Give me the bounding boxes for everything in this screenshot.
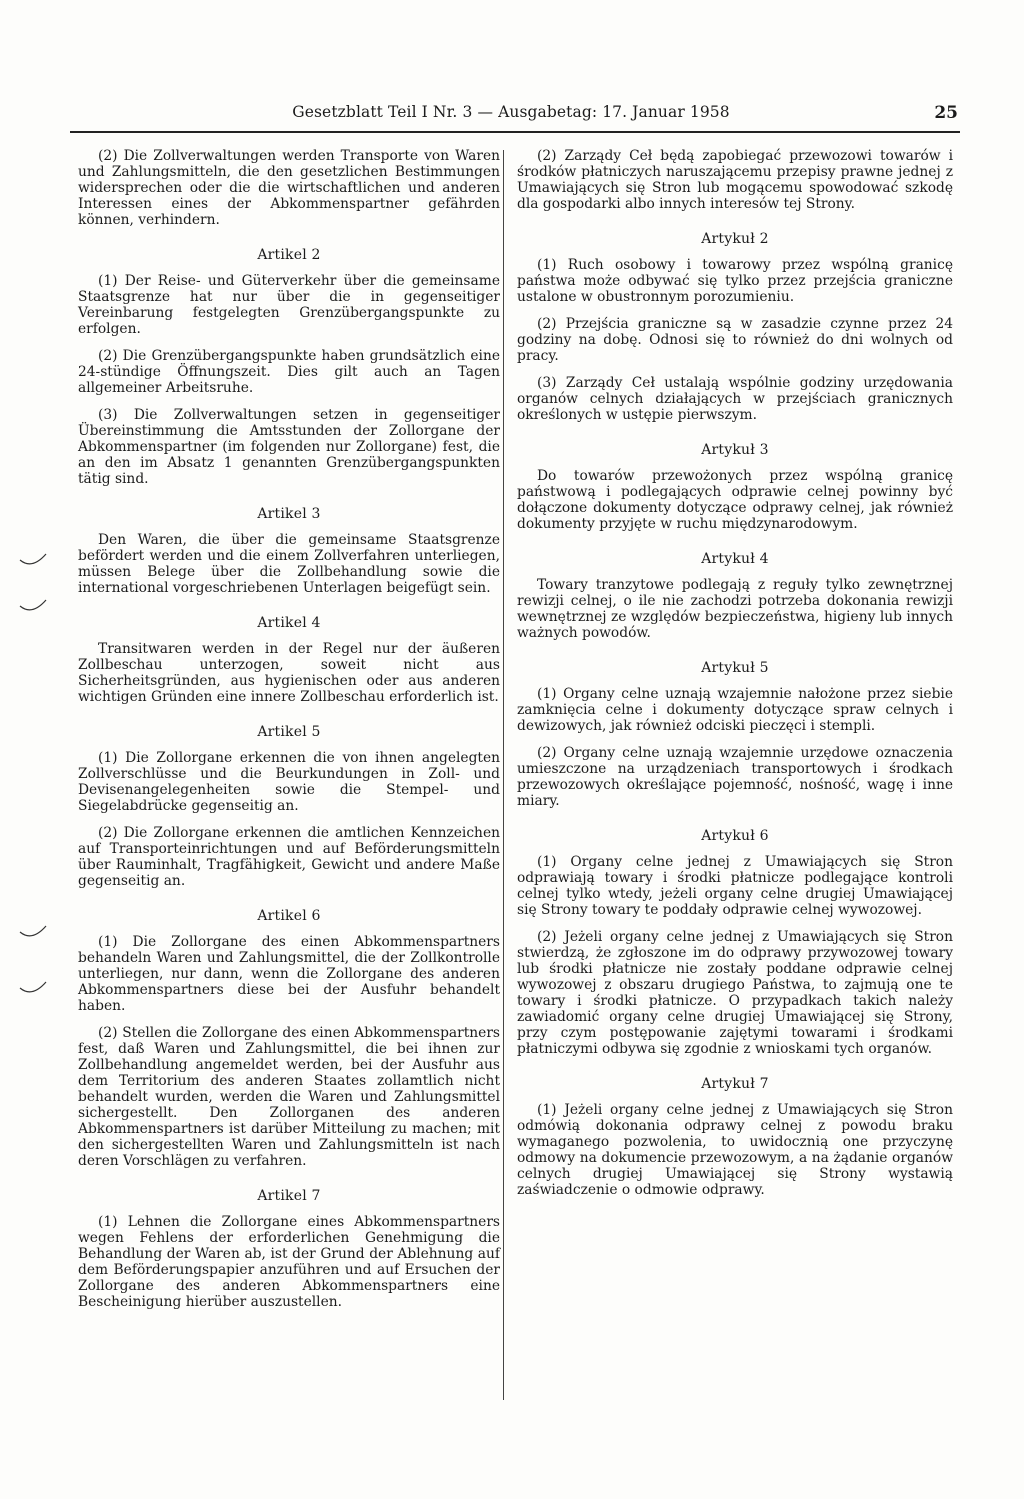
margin-mark bbox=[20, 926, 46, 936]
paragraph: (2) Organy celne uznają wzajemnie urzędowe oznaczenia umieszczone na urządzeniach transportowych i środkach przewozowych określające pojemność, nośność, wagę i inne miary. bbox=[517, 745, 953, 809]
margin-mark bbox=[20, 554, 46, 564]
header-rule bbox=[70, 131, 960, 133]
paragraph: (1) Jeżeli organy celne jednej z Umawiających się Stron odmówią dokonania odprawy celnej z powodu braku wymaganego pozwolenia, to uwidocznią one przyczynę odmowy na dokumencie przewozowym, a na żądanie organów celnych drugiej Umawiającej się Strony wystawią zaświadczenie o odmowie odprawy. bbox=[517, 1102, 953, 1198]
paragraph: (3) Die Zollverwaltungen setzen in gegenseitiger Übereinstimmung die Amtsstunden der Zollorgane der Abkommenspartner (im folgenden nur Zollorgane) fest, die an den im Absatz 1 genannten Grenzübergangspunkten tätig sind. bbox=[78, 407, 500, 487]
paragraph: (1) Die Zollorgane erkennen die von ihnen angelegten Zollverschlüsse und die Beurkundungen in Zoll- und Devisenangelegenheiten sowie die Stempel- und Siegelabdrücke gegenseitig an. bbox=[78, 750, 500, 814]
paragraph: Do towarów przewożonych przez wspólną granicę państwową i podlegających odprawie celnej powinny być dołączone dokumenty dotyczące odprawy celnej, jak również dokumenty przyjęte w ruchu międzynarodowym. bbox=[517, 468, 953, 532]
paragraph: (1) Ruch osobowy i towarowy przez wspólną granicę państwa może odbywać się tylko przez przejścia graniczne ustalone w obustronnym porozumieniu. bbox=[517, 257, 953, 305]
paragraph: (1) Die Zollorgane des einen Abkommenspartners behandeln Waren und Zahlungsmittel, die der Zollkontrolle unterliegen, nur dann, wenn die Zollorgane des anderen Abkommenspartners diese bei der Ausfuhr behandelt haben. bbox=[78, 934, 500, 1014]
paragraph: (1) Der Reise- und Güterverkehr über die gemeinsame Staatsgrenze hat nur über die in gegenseitiger Vereinbarung festgelegten Grenzübergangspunkte zu erfolgen. bbox=[78, 273, 500, 337]
page-header bbox=[70, 103, 958, 127]
paragraph: (2) Jeżeli organy celne jednej z Umawiających się Stron stwierdzą, że zgłoszone im do odprawy przywozowej towary lub środki płatnicze nie zostały poddane odprawie celnej wywozowej z obszaru drugiego Państwa, to zajmują one te towary i środki płatnicze. O przypadkach takich należy zawiadomić organy celne drugiej Umawiającej się Strony, przy czym postępowanie zajętymi towarami i środkami płatniczymi odbywa się zgodnie z wnioskami tych organów. bbox=[517, 929, 953, 1057]
paragraph: (2) Zarządy Ceł będą zapobiegać przewozowi towarów i środków płatniczych naruszającemu przepisy prawne jednej z Umawiających się Stron lub mogącemu spowodować szkodę dla gospodarki albo innych interesów tej Strony. bbox=[517, 148, 953, 212]
german-column bbox=[78, 148, 500, 1321]
paragraph: (2) Die Zollverwaltungen werden Transporte von Waren und Zahlungsmitteln, die den gesetzlichen Bestimmungen widersprechen oder die die wirtschaftlichen und anderen Interessen eines der Abkommenspartner gefährden können, verhindern. bbox=[78, 148, 500, 228]
column-divider bbox=[503, 150, 504, 1400]
article-heading: Artikel 3 bbox=[257, 506, 321, 522]
article-heading: Artikel 4 bbox=[257, 615, 321, 631]
margin-mark bbox=[20, 982, 46, 992]
polish-column bbox=[517, 148, 953, 1209]
page-number: 25 bbox=[934, 103, 958, 123]
article-heading: Artikel 7 bbox=[257, 1188, 321, 1204]
paragraph: Den Waren, die über die gemeinsame Staatsgrenze befördert werden und die einem Zollverfahren unterliegen, müssen Belege über die Zollbehandlung sowie die international vorgeschriebenen Unterlagen beigefügt sein. bbox=[78, 532, 500, 596]
paragraph: Transitwaren werden in der Regel nur der äußeren Zollbeschau unterzogen, soweit nicht aus Sicherheitsgründen, aus hygienischen oder aus anderen wichtigen Gründen eine innere Zollbeschau erforderlich ist. bbox=[78, 641, 500, 705]
paragraph: (2) Stellen die Zollorgane des einen Abkommenspartners fest, daß Waren und Zahlungsmittel, die bei ihnen zur Zollbehandlung angemeldet werden, bei der Ausfuhr aus dem Territorium des anderen Staates zollamtlich nicht behandelt wurden, werden die Waren und Zahlungsmittel sichergestellt. Den Zollorganen des anderen Abkommenspartners ist darüber Mitteilung zu machen; mit den sichergestellten Waren und Zahlungsmitteln ist nach deren Vorschlägen zu verfahren. bbox=[78, 1025, 500, 1169]
paragraph: (2) Przejścia graniczne są w zasadzie czynne przez 24 godziny na dobę. Odnosi się to również do dni wolnych od pracy. bbox=[517, 316, 953, 364]
article-heading: Artikel 5 bbox=[257, 724, 321, 740]
header-title: Gesetzblatt Teil I Nr. 3 — Ausgabetag: 17. Januar 1958 bbox=[292, 103, 730, 121]
paragraph: (1) Organy celne jednej z Umawiających się Stron odprawiają towary i środki płatnicze podlegające kontroli celnej tylko wtedy, jeżeli organy celne drugiej Umawiającej się Strony towary te poddały odprawie celnej wywozowej. bbox=[517, 854, 953, 918]
article-heading: Artykuł 7 bbox=[701, 1076, 769, 1092]
article-heading: Artykuł 4 bbox=[701, 551, 769, 567]
paragraph: (2) Die Grenzübergangspunkte haben grundsätzlich eine 24-stündige Öffnungszeit. Dies gilt auch an Tagen allgemeiner Arbeitsruhe. bbox=[78, 348, 500, 396]
paragraph: (2) Die Zollorgane erkennen die amtlichen Kennzeichen auf Transporteinrichtungen und auf Beförderungsmitteln über Rauminhalt, Tragfähigkeit, Gewicht und andere Maße gegenseitig an. bbox=[78, 825, 500, 889]
article-heading: Artikel 2 bbox=[257, 247, 321, 263]
paragraph: (1) Organy celne uznają wzajemnie nałożone przez siebie zamknięcia celne i dokumenty dotyczące spraw celnych i dewizowych, jak również odciski pieczęci i stempli. bbox=[517, 686, 953, 734]
paragraph: (1) Lehnen die Zollorgane eines Abkommenspartners wegen Fehlens der erforderlichen Genehmigung die Behandlung der Waren ab, ist der Grund der Ablehnung auf dem Beförderungspapier anzuführen und auf Ersuchen der Zollorgane des anderen Abkommenspartners eine Bescheinigung hierüber auszustellen. bbox=[78, 1214, 500, 1310]
article-heading: Artikel 6 bbox=[257, 908, 321, 924]
paragraph: Towary tranzytowe podlegają z reguły tylko zewnętrznej rewizji celnej, o ile nie zachodzi potrzeba dokonania rewizji wewnętrznej ze względów bezpieczeństwa, higieny lub innych ważnych powodów. bbox=[517, 577, 953, 641]
paragraph: (3) Zarządy Ceł ustalają wspólnie godziny urzędowania organów celnych działających w przejściach granicznych określonych w ustępie pierwszym. bbox=[517, 375, 953, 423]
margin-mark bbox=[20, 600, 46, 610]
article-heading: Artykuł 3 bbox=[701, 442, 769, 458]
article-heading: Artykuł 2 bbox=[701, 231, 769, 247]
margin-marks bbox=[18, 540, 48, 1000]
article-heading: Artykuł 6 bbox=[701, 828, 769, 844]
article-heading: Artykuł 5 bbox=[701, 660, 769, 676]
